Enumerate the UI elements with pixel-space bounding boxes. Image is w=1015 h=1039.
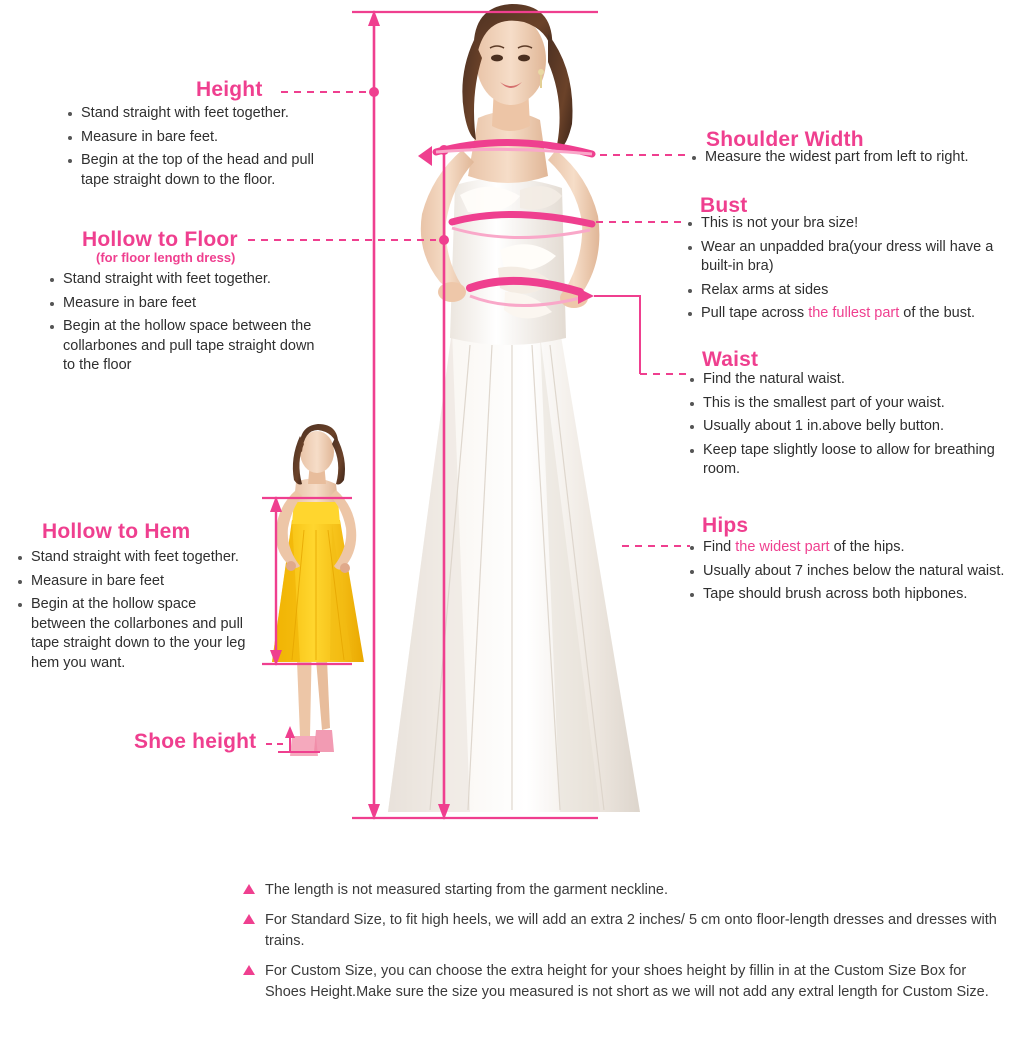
warning-triangle-icon <box>243 914 255 924</box>
list-item: This is the smallest part of your waist. <box>688 394 1006 414</box>
bust-heading: Bust <box>700 194 748 217</box>
note-text: For Custom Size, you can choose the extra height for your shoes height by fillin in at the Custom Size Box for Shoes Height.Make sure the size you measured is not short as we will not add any extral length for Custom Size. <box>265 963 989 1001</box>
list-item: Measure in bare feet <box>48 294 328 314</box>
note-item <box>243 961 1003 1003</box>
warning-triangle-icon <box>243 965 255 975</box>
hollow-to-floor-heading: Hollow to Floor <box>82 228 238 251</box>
note-text: The length is not measured starting from the garment neckline. <box>265 882 668 898</box>
list-item: Measure the widest part from left to right. <box>690 148 1010 168</box>
hollow-to-hem-heading: Hollow to Hem <box>42 520 191 543</box>
list-item-bust-fullest: Pull tape across the fullest part of the bust. <box>686 304 1012 324</box>
warning-triangle-icon <box>243 884 255 894</box>
list-item: Begin at the top of the head and pull tape straight down to the floor. <box>66 151 336 190</box>
note-item <box>243 910 1003 952</box>
hollow-to-floor-subheading: (for floor length dress) <box>96 250 236 265</box>
note-item <box>243 880 1003 901</box>
bust-highlight: the fullest part <box>808 305 900 322</box>
waist-list <box>688 370 1006 484</box>
list-item: Measure in bare feet <box>16 572 246 592</box>
list-item: Stand straight with feet together. <box>66 104 336 124</box>
list-item-hips-widest: Find the widest part of the hips. <box>688 538 1006 558</box>
list-item: Tape should brush across both hipbones. <box>688 585 1006 605</box>
short-dress-figure <box>272 424 364 756</box>
list-item: Wear an unpadded bra(your dress will have a built-in bra) <box>686 238 1012 277</box>
hips-list <box>688 538 1006 609</box>
height-heading: Height <box>196 78 263 101</box>
shoe-height-heading: Shoe height <box>134 730 257 753</box>
shoulder-width-heading: Shoulder Width <box>706 128 864 151</box>
bust-list <box>686 214 1012 328</box>
list-item: Begin at the hollow space between the collarbones and pull tape straight down to the floor <box>48 317 328 376</box>
list-item: Measure in bare feet. <box>66 128 336 148</box>
waist-heading: Waist <box>702 348 759 371</box>
hollow-to-floor-list <box>48 270 328 380</box>
list-item: Stand straight with feet together. <box>16 548 246 568</box>
hips-heading: Hips <box>702 514 749 537</box>
height-list <box>66 104 336 194</box>
list-item: Keep tape slightly loose to allow for breathing room. <box>688 441 1006 480</box>
note-text: For Standard Size, to fit high heels, we will add an extra 2 inches/ 5 cm onto floor-length dresses and dresses with trains. <box>265 912 997 950</box>
hollow-to-hem-list <box>16 548 246 677</box>
bride-figure <box>388 4 640 812</box>
shoulder-width-list <box>690 148 1010 172</box>
notes-block <box>243 880 1003 1012</box>
list-item: Usually about 7 inches below the natural waist. <box>688 562 1006 582</box>
list-item: Stand straight with feet together. <box>48 270 328 290</box>
list-item: Find the natural waist. <box>688 370 1006 390</box>
list-item: Begin at the hollow space between the collarbones and pull tape straight down to the your leg hem you want. <box>16 595 246 673</box>
hips-highlight: the widest part <box>735 539 830 555</box>
list-item: Usually about 1 in.above belly button. <box>688 417 1006 437</box>
list-item: Relax arms at sides <box>686 281 1012 301</box>
list-item: This is not your bra size! <box>686 214 1012 234</box>
